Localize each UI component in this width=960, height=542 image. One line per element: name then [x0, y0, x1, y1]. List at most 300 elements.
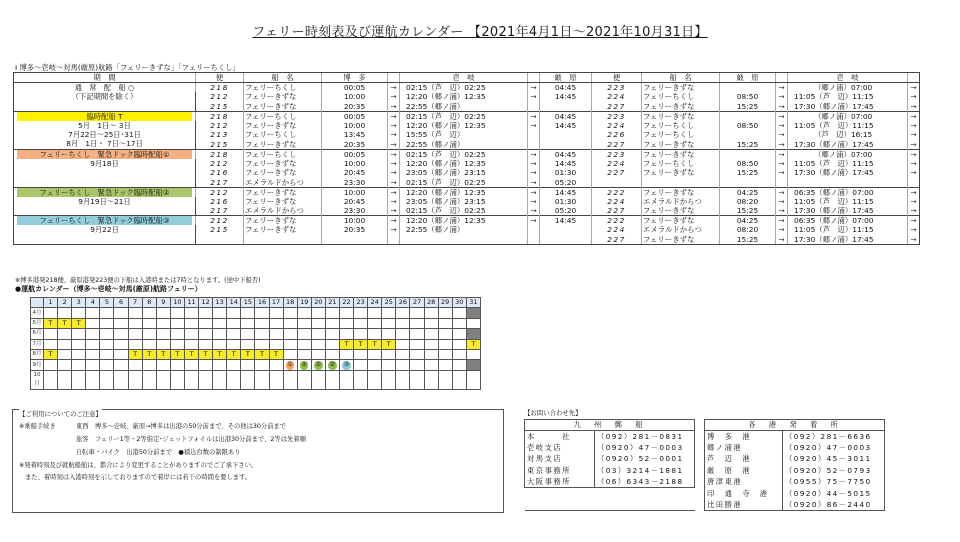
- calendar-day: [199, 318, 213, 328]
- izuhara-arrive: 04:45: [540, 149, 592, 159]
- iki-time: 12:20（郷ノ浦）12:35: [400, 159, 528, 169]
- iki-time: 02:15（芦 辺）02:25: [400, 206, 528, 216]
- iki-time: （郷ノ浦）07:00: [788, 111, 908, 121]
- timetable-row: [14, 216, 920, 226]
- arrow: [528, 140, 540, 150]
- calendar-day: [72, 308, 86, 318]
- arrow: →: [776, 168, 788, 178]
- arrow: →: [528, 83, 540, 93]
- calendar-extra-sailing: T: [184, 349, 198, 359]
- trip-number: 223: [592, 111, 642, 121]
- arrow: →: [388, 140, 400, 150]
- calendar-day: [452, 318, 466, 328]
- calendar-day: [297, 318, 311, 328]
- arrow: →: [776, 121, 788, 131]
- arrow: →: [908, 102, 920, 112]
- ship-name: フェリーきずな: [244, 121, 322, 131]
- arrow: →: [908, 216, 920, 226]
- arrow: →: [908, 111, 920, 121]
- ship-name: フェリーきずな: [244, 168, 322, 178]
- izuhara-depart: 04:25: [720, 216, 776, 226]
- port-name: 郷ノ浦港: [705, 442, 783, 453]
- column-header: 期 間: [14, 73, 196, 83]
- calendar-day: [283, 318, 297, 328]
- calendar-day: [339, 329, 353, 339]
- office-phone: （06）6343－2188: [595, 476, 695, 487]
- calendar-month-label: 4月: [31, 308, 44, 318]
- calendar-day-header: 10: [170, 298, 184, 308]
- boarding-note: ※博多港発218便、厳原港発223便の下船は入港時または7時となります。(途中下船否): [15, 277, 261, 284]
- calendar-day: [156, 308, 170, 318]
- calendar-day: [396, 349, 410, 359]
- calendar-day: [382, 349, 396, 359]
- iki-time: 12:20（郷ノ浦）12:35: [400, 92, 528, 102]
- ship-name: フェリーきずな: [244, 225, 322, 235]
- iki-time: [788, 178, 908, 188]
- ship-name: エメラルドからつ: [642, 225, 720, 235]
- calendar-day: [241, 370, 255, 389]
- hakata-depart: 00:05: [322, 83, 388, 93]
- calendar-day: [100, 370, 114, 389]
- calendar-day-header: 24: [368, 298, 382, 308]
- izuhara-depart: 15:25: [720, 168, 776, 178]
- calendar-day: [128, 318, 142, 328]
- arrow: →: [528, 111, 540, 121]
- izuhara-arrive: 14:45: [540, 92, 592, 102]
- calendar-day: [269, 308, 283, 318]
- calendar-day: [128, 370, 142, 389]
- column-header: 船 名: [642, 73, 720, 83]
- dock-mark: ①: [287, 362, 293, 369]
- usage-notes-title: 【ご利用についてのご注意】: [19, 410, 102, 418]
- period-label: 5月 1日～ 3日: [78, 120, 131, 130]
- arrow: →: [388, 111, 400, 121]
- calendar-extra-sailing: T: [466, 339, 480, 349]
- trip-number: 224: [592, 225, 642, 235]
- calendar-day: [156, 318, 170, 328]
- calendar-day: [325, 329, 339, 339]
- trip-number: 212: [196, 216, 244, 226]
- period-label: （下記期間を除く）: [71, 92, 138, 101]
- trip-number: 215: [196, 140, 244, 150]
- arrow: →: [776, 225, 788, 235]
- arrow: →: [908, 83, 920, 93]
- calendar-day: [142, 339, 156, 349]
- trip-number: 224: [592, 121, 642, 131]
- calendar-day: [297, 308, 311, 318]
- ship-name: フェリーきずな: [642, 111, 720, 121]
- contact-spacer: [695, 431, 705, 442]
- calendar-day: [156, 370, 170, 389]
- calendar-month-row: [31, 329, 481, 339]
- dock-mark: ②: [315, 362, 321, 369]
- izuhara-arrive: 14:45: [540, 216, 592, 226]
- usage-line: 東西 博多～壱岐、厳原→博多は出港の50分前まで、その他は30分前まで: [76, 423, 287, 430]
- calendar-day: [424, 329, 438, 339]
- iki-time: 23:05（郷ノ浦）23:15: [400, 168, 528, 178]
- column-header: 便: [196, 73, 244, 83]
- column-header: 船 名: [244, 73, 322, 83]
- period-label: フェリーちくし 緊急ドック臨時配船②: [17, 188, 192, 197]
- period-label: 7月22日～25日･31日: [68, 129, 141, 139]
- hakata-depart: 10:00: [322, 92, 388, 102]
- calendar-day: [297, 370, 311, 389]
- contact-row: [525, 431, 885, 442]
- calendar-day: [396, 370, 410, 389]
- port-phone: （0920）47－0003: [783, 442, 885, 453]
- iki-time: 17:30（郷ノ浦）17:45: [788, 235, 908, 245]
- iki-time: 02:15（芦 辺）02:25: [400, 149, 528, 159]
- ship-name: フェリーきずな: [244, 159, 322, 169]
- calendar-day-header: 9: [156, 298, 170, 308]
- calendar-extra-sailing: T: [227, 349, 241, 359]
- izuhara-depart: 04:25: [720, 187, 776, 197]
- arrow: →: [776, 140, 788, 150]
- arrow: [908, 178, 920, 188]
- calendar-day: [339, 370, 353, 389]
- iki-time: 11:05（芦 辺）11:15: [788, 197, 908, 207]
- izuhara-arrive: 01:30: [540, 197, 592, 207]
- calendar-day: [438, 349, 452, 359]
- trip-number: 212: [196, 159, 244, 169]
- iki-time: （郷ノ浦）07:00: [788, 83, 908, 93]
- calendar-day: [227, 339, 241, 349]
- hakata-depart: 20:45: [322, 197, 388, 207]
- calendar-day: [241, 329, 255, 339]
- calendar-day: [114, 308, 128, 318]
- calendar-day: [86, 339, 100, 349]
- period-cell: [14, 187, 196, 216]
- calendar-day: [283, 370, 297, 389]
- izuhara-depart: [720, 149, 776, 159]
- calendar-day: [452, 308, 466, 318]
- column-header: 厳 原: [720, 73, 776, 83]
- page-title: フェリー時刻表及び運航カレンダー 【2021年4月1日～2021年10月31日】: [252, 25, 708, 40]
- arrow: →: [388, 225, 400, 235]
- calendar-day: [438, 329, 452, 339]
- calendar-extra-sailing: T: [269, 349, 283, 359]
- izuhara-depart: 08:50: [720, 121, 776, 131]
- calendar-day-header: 18: [283, 298, 297, 308]
- hakata-depart: 10:00: [322, 121, 388, 131]
- arrow: [776, 178, 788, 188]
- calendar-month-label: 10月: [31, 370, 44, 389]
- calendar-day: [114, 329, 128, 339]
- trip-number: [592, 178, 642, 188]
- calendar-day: [199, 308, 213, 318]
- calendar-day: [396, 318, 410, 328]
- arrow: →: [388, 168, 400, 178]
- arrow: →: [908, 121, 920, 131]
- calendar-day: [142, 308, 156, 318]
- ship-name: フェリーちくし: [642, 159, 720, 169]
- calendar-day: [58, 370, 72, 389]
- calendar-day: [354, 370, 368, 389]
- arrow: →: [908, 159, 920, 169]
- calendar-day: [227, 329, 241, 339]
- ship-name: フェリーちくし: [642, 121, 720, 131]
- trip-number: 226: [592, 130, 642, 140]
- contact-row: [525, 499, 885, 510]
- izuhara-arrive: [540, 102, 592, 112]
- hakata-depart: 00:05: [322, 149, 388, 159]
- calendar-day: [58, 349, 72, 359]
- calendar-extra-sailing: T: [255, 349, 269, 359]
- calendar-day: [269, 329, 283, 339]
- trip-number: [196, 235, 244, 245]
- ship-name: フェリーきずな: [244, 102, 322, 112]
- arrow: [528, 235, 540, 245]
- period-label: 通 常 配 船 ○: [17, 83, 192, 92]
- ship-name: フェリーきずな: [642, 235, 720, 245]
- period-cell: [14, 83, 196, 112]
- calendar-day-header: 6: [114, 298, 128, 308]
- calendar-day: [382, 360, 396, 371]
- izuhara-arrive: 05:20: [540, 178, 592, 188]
- port-name: 博 多 港: [705, 431, 783, 442]
- calendar-month-row: [31, 308, 481, 318]
- port-phone: （092）281－6636: [783, 431, 885, 442]
- port-name: 比田勝港: [705, 499, 783, 510]
- calendar-day: [142, 329, 156, 339]
- iki-time: 12:20（郷ノ浦）12:35: [400, 121, 528, 131]
- calendar-extra-sailing: T: [368, 339, 382, 349]
- hakata-depart: 23:30: [322, 178, 388, 188]
- calendar-day: [128, 360, 142, 371]
- usage-line: ※乗船手続き: [19, 423, 56, 430]
- port-name: 唐津東港: [705, 476, 783, 487]
- calendar-day: [58, 339, 72, 349]
- calendar-day-header: 28: [424, 298, 438, 308]
- column-header: 博 多: [322, 73, 388, 83]
- trip-number: 222: [592, 187, 642, 197]
- trip-number: 227: [592, 102, 642, 112]
- calendar-dock-day: [339, 360, 353, 371]
- arrow: →: [908, 187, 920, 197]
- hakata-depart: 00:05: [322, 111, 388, 121]
- arrow: →: [528, 92, 540, 102]
- iki-time: 22:55（郷ノ浦）: [400, 140, 528, 150]
- column-header: 便: [592, 73, 642, 83]
- calendar-day: [72, 360, 86, 371]
- calendar-day: [368, 360, 382, 371]
- calendar-day: [227, 370, 241, 389]
- arrow: →: [528, 206, 540, 216]
- calendar-day: [452, 349, 466, 359]
- calendar-day: [311, 329, 325, 339]
- hakata-depart: [322, 235, 388, 245]
- ship-name: エメラルドからつ: [244, 178, 322, 188]
- calendar-no-day: [466, 329, 480, 339]
- calendar-day: [283, 308, 297, 318]
- calendar-day: [100, 318, 114, 328]
- contact-table: [524, 419, 885, 511]
- calendar-day: [227, 308, 241, 318]
- calendar-day: [438, 318, 452, 328]
- port-phone: （0920）52－0793: [783, 465, 885, 476]
- calendar-day: [170, 308, 184, 318]
- hakata-depart: 10:00: [322, 216, 388, 226]
- izuhara-arrive: 04:45: [540, 83, 592, 93]
- calendar-day: [114, 318, 128, 328]
- calendar-day: [396, 339, 410, 349]
- usage-line: 旅客 フェリー1等・2等指定･ジェットフォイルは出港30分前まで、2等は先着順: [76, 436, 306, 443]
- iki-time: 22:55（郷ノ浦）: [400, 225, 528, 235]
- calendar-day: [452, 339, 466, 349]
- company-header: 九 州 郵 船: [525, 420, 695, 431]
- office-phone: [595, 499, 695, 510]
- trip-number: 222: [592, 216, 642, 226]
- ship-name: フェリーきずな: [244, 197, 322, 207]
- port-phone: （0920）45－3011: [783, 454, 885, 465]
- calendar-no-day: [466, 308, 480, 318]
- arrow: →: [528, 121, 540, 131]
- period-label: 8月 1日・ 7日～17日: [66, 138, 143, 148]
- calendar-day-header: 3: [72, 298, 86, 308]
- calendar-day: [410, 339, 424, 349]
- contact-row: [525, 476, 885, 487]
- arrow: →: [908, 206, 920, 216]
- calendar-day: [325, 370, 339, 389]
- usage-line: 自転車・バイク 出港50分前まで ●積込台数の制限あり: [76, 449, 241, 456]
- calendar-day-header: 16: [255, 298, 269, 308]
- calendar-day: [466, 349, 480, 359]
- calendar-day: [466, 318, 480, 328]
- calendar-extra-sailing: T: [199, 349, 213, 359]
- arrow: →: [388, 149, 400, 159]
- iki-time: 11:05（芦 辺）11:15: [788, 121, 908, 131]
- trip-number: 218: [196, 149, 244, 159]
- calendar-extra-sailing: T: [339, 339, 353, 349]
- calendar-day: [128, 339, 142, 349]
- calendar-day: [255, 360, 269, 371]
- period-label: フェリーちくし 緊急ドック臨時配船①: [17, 150, 192, 159]
- arrow: →: [776, 216, 788, 226]
- calendar-day-header: 12: [199, 298, 213, 308]
- calendar-day: [424, 339, 438, 349]
- arrow: →: [908, 130, 920, 140]
- ship-name: フェリーちくし: [642, 130, 720, 140]
- arrow: →: [388, 178, 400, 188]
- calendar-day: [241, 339, 255, 349]
- calendar-day: [241, 318, 255, 328]
- calendar-day: [114, 349, 128, 359]
- ship-name: フェリーきずな: [244, 216, 322, 226]
- contact-spacer: [695, 499, 705, 510]
- office-name: 大阪事務所: [525, 476, 595, 487]
- calendar-dock-day: [311, 360, 325, 371]
- calendar-day: [410, 318, 424, 328]
- calendar-day: [100, 329, 114, 339]
- column-header: [776, 73, 788, 83]
- calendar-day: [170, 318, 184, 328]
- arrow: →: [388, 83, 400, 93]
- calendar-day: [44, 360, 58, 371]
- office-name: 壱岐支店: [525, 442, 595, 453]
- calendar-day: [410, 329, 424, 339]
- calendar-day: [100, 349, 114, 359]
- calendar-day: [339, 308, 353, 318]
- calendar-day: [269, 370, 283, 389]
- calendar-day-header: 25: [382, 298, 396, 308]
- usage-notes-box: [12, 409, 504, 513]
- arrow: →: [776, 149, 788, 159]
- arrow: →: [528, 168, 540, 178]
- calendar-day: [325, 308, 339, 318]
- ship-name: フェリーきずな: [244, 187, 322, 197]
- calendar-day: [142, 370, 156, 389]
- office-name: 本 社: [525, 431, 595, 442]
- contact-spacer: [695, 476, 705, 487]
- office-name: [525, 488, 595, 499]
- iki-time: 12:20（郷ノ浦）12:35: [400, 216, 528, 226]
- arrow: →: [908, 168, 920, 178]
- calendar-day: [424, 308, 438, 318]
- ship-name: [642, 178, 720, 188]
- calendar-extra-sailing: T: [72, 318, 86, 328]
- calendar-day: [213, 370, 227, 389]
- izuhara-depart: 08:50: [720, 159, 776, 169]
- arrow: →: [388, 216, 400, 226]
- calendar-extra-sailing: T: [241, 349, 255, 359]
- calendar-day: [339, 349, 353, 359]
- ship-name: フェリーきずな: [642, 140, 720, 150]
- calendar-day: [410, 349, 424, 359]
- iki-time: 17:30（郷ノ浦）17:45: [788, 102, 908, 112]
- izuhara-arrive: 14:45: [540, 159, 592, 169]
- route-title: Ⅰ 博多～壱岐～対馬(厳原)航路「フェリーきずな」「フェリーちくし」: [15, 63, 240, 72]
- trip-number: 212: [196, 121, 244, 131]
- calendar-day: [368, 308, 382, 318]
- calendar-day: [72, 349, 86, 359]
- arrow: →: [388, 121, 400, 131]
- office-phone: [595, 488, 695, 499]
- calendar-day-header: 8: [142, 298, 156, 308]
- hakata-depart: 20:45: [322, 168, 388, 178]
- dock-mark: ②: [329, 362, 336, 369]
- ship-name: エメラルドからつ: [244, 206, 322, 216]
- calendar-month-row: [31, 339, 481, 349]
- usage-line: また、着時刻は入港時刻を示しておりますので着岸には若干の時間を要します。: [25, 474, 252, 481]
- calendar-extra-sailing: T: [58, 318, 72, 328]
- calendar-dock-day: [297, 360, 311, 371]
- calendar-day: [170, 329, 184, 339]
- calendar-day: [227, 318, 241, 328]
- timetable-row: [14, 149, 920, 159]
- period-label: フェリーちくし 緊急ドック臨時配船③: [17, 216, 192, 225]
- ship-name: フェリーきずな: [642, 102, 720, 112]
- calendar-day: [255, 370, 269, 389]
- calendar-day: [199, 339, 213, 349]
- ship-name: フェリーちくし: [244, 111, 322, 121]
- port-name: 印 通 寺 港: [705, 488, 783, 499]
- calendar-day: [156, 329, 170, 339]
- calendar-day-header: 5: [100, 298, 114, 308]
- calendar-day: [199, 370, 213, 389]
- calendar-day: [396, 308, 410, 318]
- calendar-extra-sailing: T: [170, 349, 184, 359]
- calendar-no-day: [466, 360, 480, 371]
- hakata-depart: 10:00: [322, 159, 388, 169]
- port-name: 厳 原 港: [705, 465, 783, 476]
- calendar-day-header: 27: [410, 298, 424, 308]
- column-header: 厳 原: [540, 73, 592, 83]
- iki-time: 11:05（芦 辺）11:15: [788, 92, 908, 102]
- calendar-day: [452, 370, 466, 389]
- calendar-day: [269, 318, 283, 328]
- arrow: →: [776, 235, 788, 245]
- iki-time: 06:35（郷ノ浦）07:00: [788, 216, 908, 226]
